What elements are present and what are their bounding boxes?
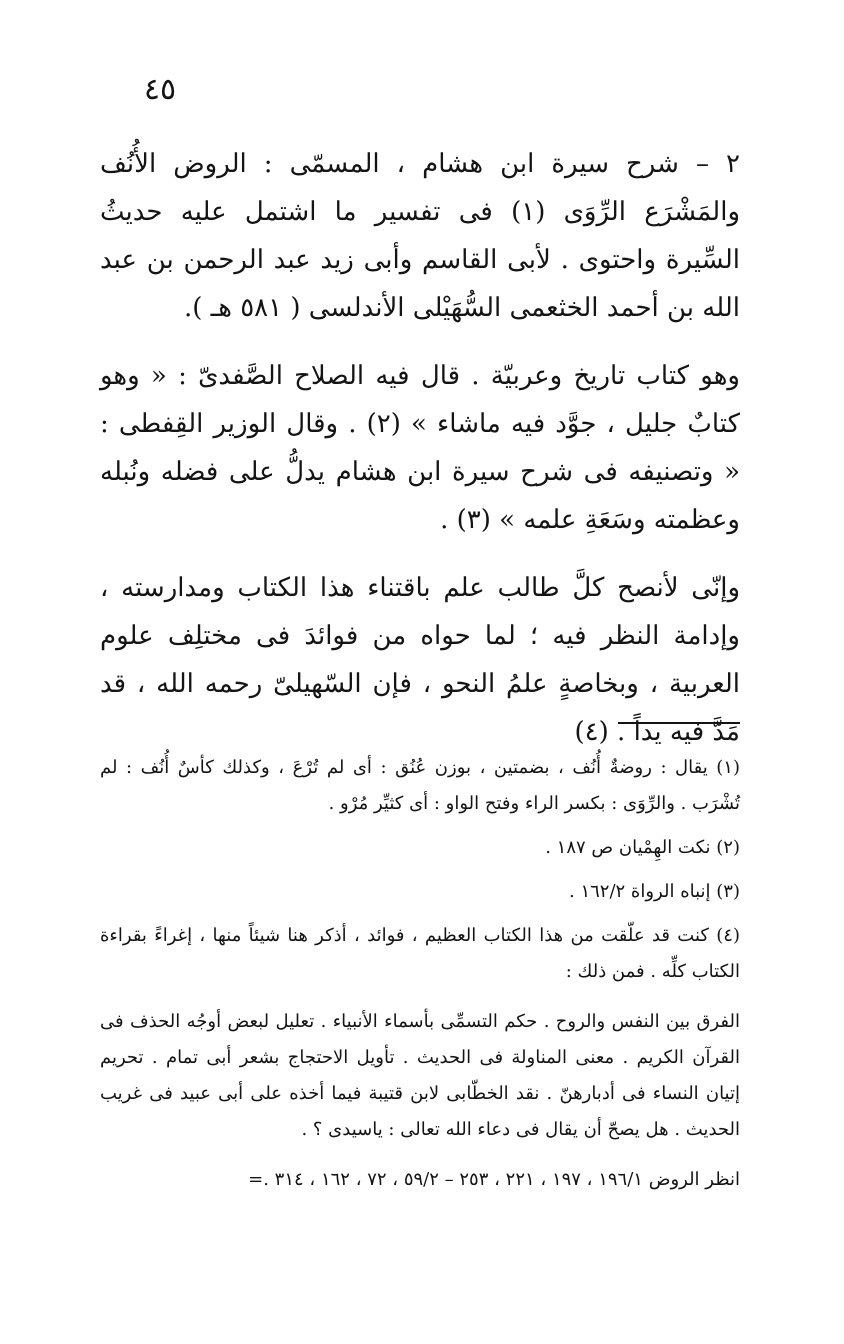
footnote-divider bbox=[618, 722, 740, 724]
footnote-3: (٣) إنباه الرواة ١٦٢/٢ . bbox=[569, 881, 740, 902]
footnote-reference-line: انظر الروض ١٩٦/١ ، ١٩٧ ، ٢٢١ ، ٢٥٣ – ٥٩/٢ ، ٧٢ ، ١٦٢ ، ٣١٤ .= bbox=[248, 1169, 740, 1190]
footnotes bbox=[100, 750, 740, 1198]
footnote-benefits-list: الفرق بين النفس والروح . حكم التسمِّى بأسماء الأنبياء . تعليل لبعض أوجُه الحذف فى القرآن الكريم . معنى المناولة فى الحديث . تأويل الاحتجاج بشعر أبى تمام . تحريم إتيان النساء فى أدبارهنّ . نقد الخطّابى لابن قتيبة فيما أخذه على أبى عبيد فى غريب الحديث . هل يصحّ أن يقال فى دعاء الله تعالى : ياسيدى ؟ . bbox=[100, 1011, 740, 1140]
footnote-4: (٤) كنت قد علّقت من هذا الكتاب العظيم ، فوائد ، أذكر هنا شيئاً منها ، إغراءً بقراءة الكتاب كلِّه . فمن ذلك : bbox=[100, 925, 740, 982]
main-text bbox=[100, 140, 740, 756]
footnote-1: (١) يقال : روضةٌ أُنُف ، بضمتين ، بوزن عُنُق : أى لم تُرْعَ ، وكذلك كأسٌ أُنُف : لم تُشْرَب . والرِّوَى : بكسر الراء وفتح الواو : أى كثيِّر مُرْو . bbox=[100, 757, 740, 814]
paragraph-recommendation: وإنّى لأنصح كلَّ طالب علم باقتناء هذا الكتاب ومدارسته ، وإدامة النظر فيه ؛ لما حواه من فوائدَ فى مختلِف علوم العربية ، وبخاصةٍ علمُ النحو ، فإن السّهيلىّ رحمه الله ، قد مَدَّ فيه يداً . (٤) bbox=[100, 573, 740, 747]
footnote-2: (٢) نكت الهِمْيان ص ١٨٧ . bbox=[545, 837, 740, 858]
paragraph-book-entry: ٢ – شرح سيرة ابن هشام ، المسمّى : الروض الأُنُف والمَشْرَع الرِّوَى (١) فى تفسير ما اشتمل عليه حديثُ السِّيرة واحتوى . لأبى القاسم وأبى زيد عبد الرحمن بن عبد الله بن أحمد الخثعمى السُّهَيْلى الأندلسى ( ٥٨١ هـ ). bbox=[100, 149, 740, 323]
paragraph-book-praise: وهو كتاب تاريخ وعربيّة . قال فيه الصلاح الصَّفدىّ : « وهو كتابٌ جليل ، جوَّد فيه ماشاء » (٢) . وقال الوزير القِفطى : « وتصنيفه فى شرح سيرة ابن هشام يدلُّ على فضله ونُبله وعظمته وسَعَةِ علمه » (٣) . bbox=[100, 361, 741, 535]
page-number: ٤٥ bbox=[143, 72, 177, 107]
